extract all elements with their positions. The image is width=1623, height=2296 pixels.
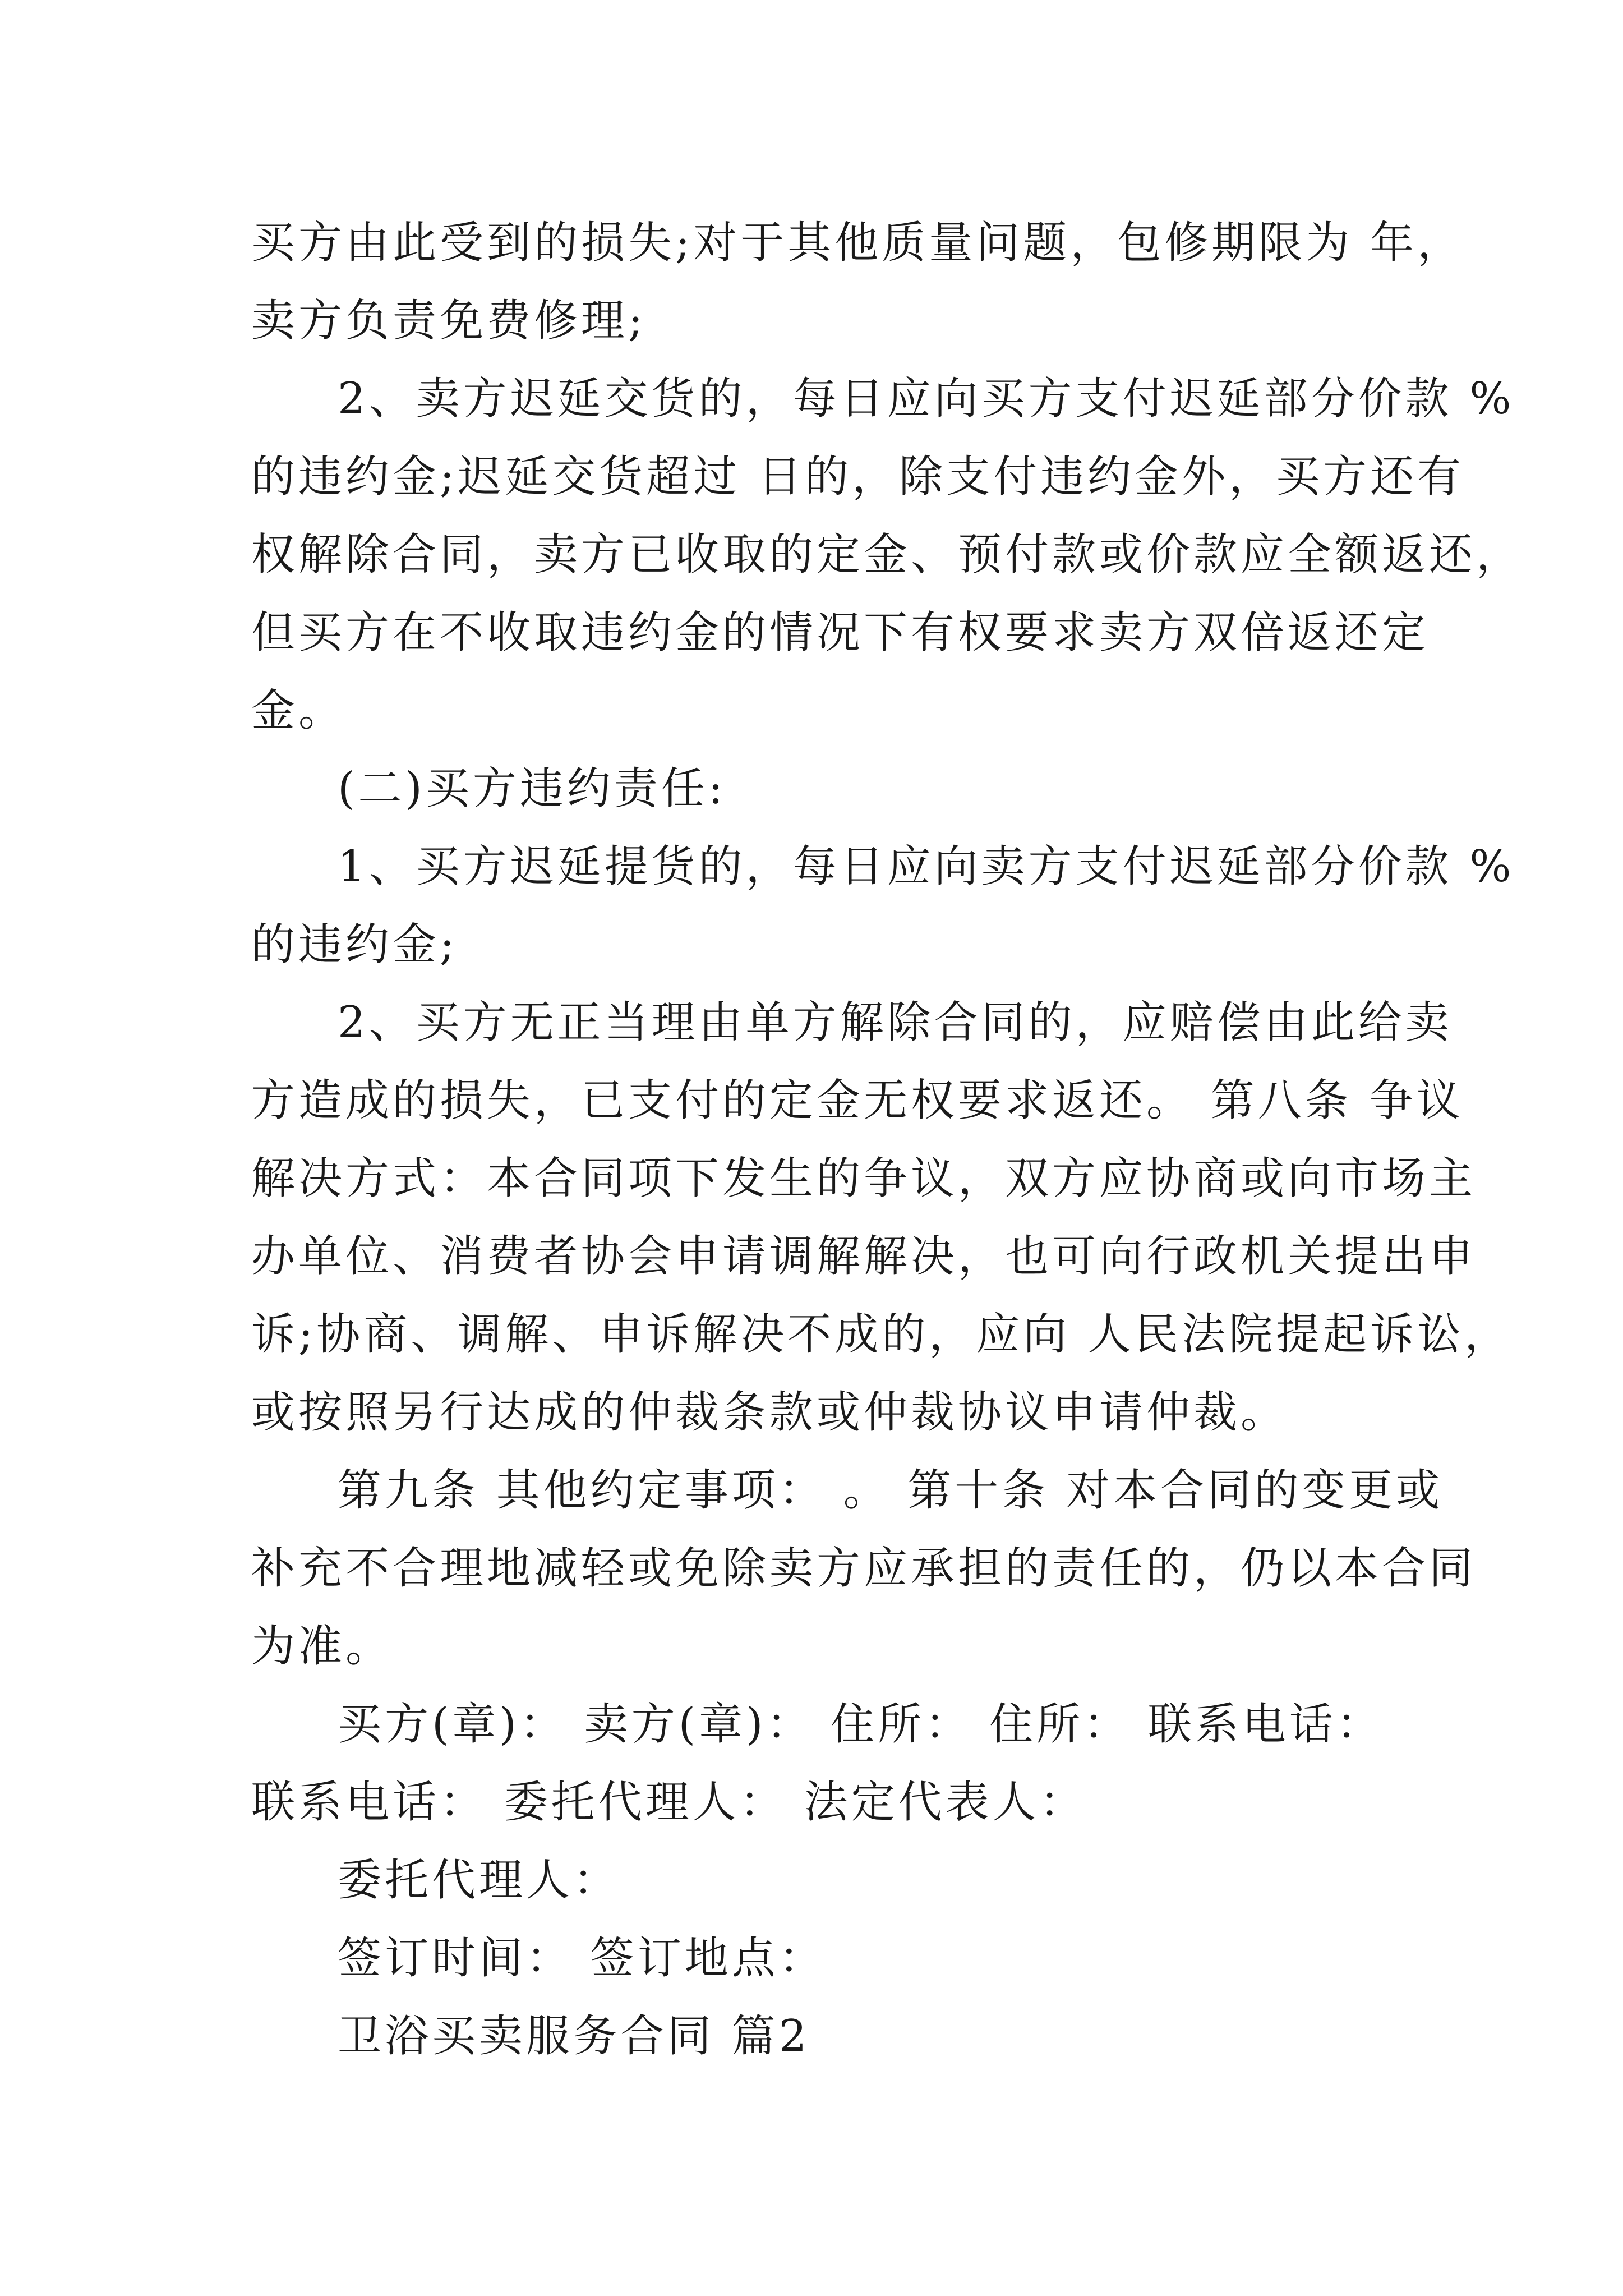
text-line: 2、买方无正当理由单方解除合同的，应赔偿由此给卖	[338, 997, 1453, 1048]
text-line: 但买方在不收取违约金的情况下有权要求卖方双倍返还定	[251, 608, 1430, 658]
text-line: 或按照另行达成的仲裁条款或仲裁协议申请仲裁。	[251, 1387, 1288, 1438]
text-line: 办单位、消费者协会申请调解解决，也可向行政机关提出申	[251, 1231, 1477, 1282]
text-line: 金。	[251, 685, 346, 736]
signature-fields: 联系电话： 委托代理人： 法定代表人：	[251, 1777, 1087, 1828]
text-line: 为准。	[251, 1621, 393, 1672]
text-line: 解决方式：本合同项下发生的争议，双方应协商或向市场主	[251, 1153, 1477, 1204]
text-line: 的违约金;	[251, 919, 458, 970]
next-section-title: 卫浴买卖服务合同 篇2	[338, 2011, 810, 2062]
signature-fields: 委托代理人：	[338, 1855, 621, 1906]
text-line: 权解除合同，卖方已收取的定金、预付款或价款应全额返还，	[251, 530, 1524, 580]
text-line: 补充不合理地减轻或免除卖方应承担的责任的，仍以本合同	[251, 1543, 1477, 1594]
text-line: 卖方负责免费修理;	[251, 296, 647, 346]
text-line: 第九条 其他约定事项： 。 第十条 对本合同的变更或	[338, 1465, 1444, 1516]
signature-fields: 买方(章)： 卖方(章)： 住所： 住所： 联系电话：	[338, 1699, 1384, 1750]
text-line: 2、卖方迟延交货的，每日应向买方支付迟延部分价款 %	[338, 374, 1515, 424]
text-line: 买方由此受到的损失;对于其他质量问题，包修期限为 年，	[251, 218, 1465, 268]
section-heading: (二)买方违约责任:	[338, 763, 727, 814]
text-line: 的违约金;迟延交货超过 日的，除支付违约金外，买方还有	[251, 452, 1465, 502]
text-line: 1、买方迟延提货的，每日应向卖方支付迟延部分价款 %	[338, 841, 1515, 892]
text-line: 方造成的损失，已支付的定金无权要求返还。 第八条 争议	[251, 1075, 1464, 1126]
text-line: 诉;协商、调解、申诉解决不成的，应向 人民法院提起诉讼，	[251, 1309, 1512, 1360]
signing-info: 签订时间： 签订地点：	[338, 1933, 826, 1984]
